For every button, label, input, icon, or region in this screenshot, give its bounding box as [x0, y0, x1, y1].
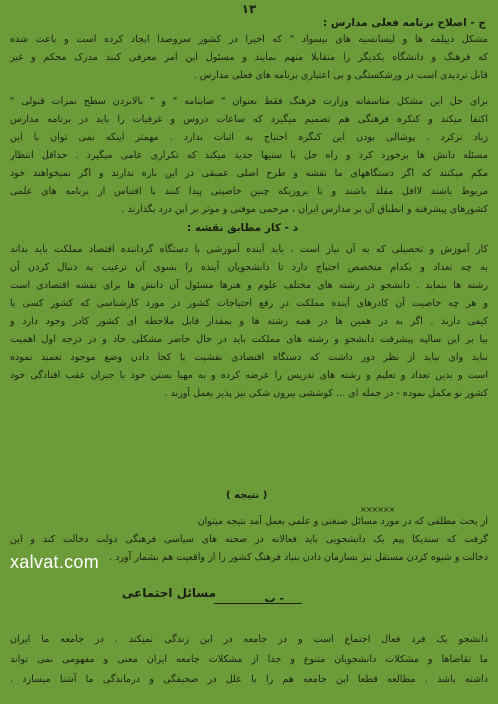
text-line: نباید وای نیاید از نظر دور داشت که دستگاه اقتصادی نقشیت یا کجا دادن وضع موجود تعمید نموده [10, 352, 488, 363]
text-line: کیفی دارند . اگر به در همین ها در همه رشته ها و بمقدار قابل ملاحظه ای کشور کادر وجود دارد و [10, 316, 488, 327]
text-line: دانشجو یک فرد فعال اجتماع است و در جامعه در این زندگی نمیکند . در جامعه ما ایران [10, 634, 488, 645]
text-line: بیا بر این سالیه پیشرفت دانشجو و رشته های مملکت باید در حال حاضر مشکلی حاد و در درجه اول اهمیت [10, 334, 488, 345]
text-line: مکم میکنند که اگر دستگاههای ما نقشه و طرح اصلی عمیقی در این باره ندارند و اگر نمیخواهند خود [10, 168, 488, 179]
watermark: xalvat.com [10, 552, 100, 572]
text-line: اکتفا میکند و کنکره فرهنگی هم تصمیم میگیرد که ساعات دروس و غرفیات را باید در برنامه مدارس [10, 114, 488, 125]
section-heading-d: د - کار مطابق نقشه : [187, 222, 298, 234]
page-number: ۱۳ [241, 2, 257, 16]
section-b-title: مسائل اجتماعی [121, 586, 216, 600]
text-line: کشور نو مکمل نموده - در جمله ای ... کوششی بیرون شکی نیز پذیر بعمل آورند . [164, 388, 488, 399]
text-line: ما تقاضاها و مشکلات دانشجویان متنوع و جدا از مشکلات جامعه ایران معنی و مفهومی نمی تواند [10, 654, 488, 665]
result-heading: ( نتیجه ) [226, 490, 268, 501]
text-line: مسئله دانش ها برخورد کرد و راه حل با ستیها جدید میکند که تکراری عامی میگیرد . حداقل انتظار [10, 150, 488, 161]
text-line: گرفت که سندیکا پیم یک دانشجویی باید فعالانه در صحنه های سیاسی فرهنگی دولت دخالت کند و این [10, 534, 488, 545]
text-line: زیاد ترکرد . پوشالی بودن این کنگره احتیاج به اثبات ندارد . مهمتر اینکه نمی توان با این [10, 132, 488, 143]
text-line: دخالت و شیوه کردن مستقل نیز بسازمان دادن بنیاد فرهنگ کشور را از واقعیت هم بشمار آورد . [109, 552, 488, 563]
text-line: به چه تعداد و بکدام متخصص احتیاج دارد تا دانشجویان آینده را بسوی آن ترغیب به دنبال کردن آن [10, 262, 488, 273]
text-line: داشته باشد . مطالعه قطعا این جامعه هم را با علل در صحیفگی و درماندگی ما آشنا میسازد . [10, 674, 488, 685]
section-heading-c: ج - اصلاح برنامه فعلی مدارس : [323, 17, 486, 29]
text-line: است و بدین تعداد و تعلیم و رشته های تدریس را عرضه کرده و به مهیا بستن خود با جبران عقب افتادگی خود [10, 370, 488, 381]
section-b-label: ب - [264, 592, 284, 605]
text-line: که فرهنگ و دانشگاه یکدیگر را متقابلا متهم نمایند و مسئول این امر معرفی کنند مدرک محکم و غیر [10, 52, 488, 63]
section-b-underline [214, 603, 302, 604]
text-line: از بحث مطلقی که در مورد مسائل صنعتی و علمی بعمل آمد نتیجه میتوان [197, 516, 488, 527]
text-line: مربوط باشند لااقل مقلد باشند و تا بروزیکه چنین خاصیتی پیدا کنند با اقتباس از برنامه های علمی [10, 186, 488, 197]
text-line: رشته ها بنماید . دانشجو در رشته های مختلف علوم و هنرها مسئول آن دانش ها برای نقشه اقتصادی است [10, 280, 488, 291]
text-line: و هر چه خاصیت آن کادرهای آینده مملکت در رفع احتیاجات کشور در مورد کارشناسی که کشور کسی یا [10, 298, 488, 309]
text-line: قابل تردیدی است در ورشکستگی و بی اعتباری برنامه های فعلی مدارس . [193, 70, 488, 81]
text-line: کشورهای پیشرفته و انطباق آن بر مدارس ایران ، مرحمی موقتی و موثر بر این درد بگذارند . [121, 204, 488, 215]
text-line: مشکل دیپلمه ها و لیسانسیه های بیسواد " که اخیرا در کشور سروصدا ایجاد کرده است و باعث شده [10, 34, 488, 45]
text-line: کار آموزش و تحصیلی که به آن نیاز است ، باید آینده آموزشی با دستگاه گرداننده اقتصاد مملکت باید بداند [10, 244, 488, 255]
separator-stars: ×××××× [360, 505, 395, 514]
text-line: برای حل این مشکل متاسفانه وزارت فرهنگ فقط بعنوان " صاینامه " و " بالابردن سطح نمرات قبولی " [10, 96, 488, 107]
